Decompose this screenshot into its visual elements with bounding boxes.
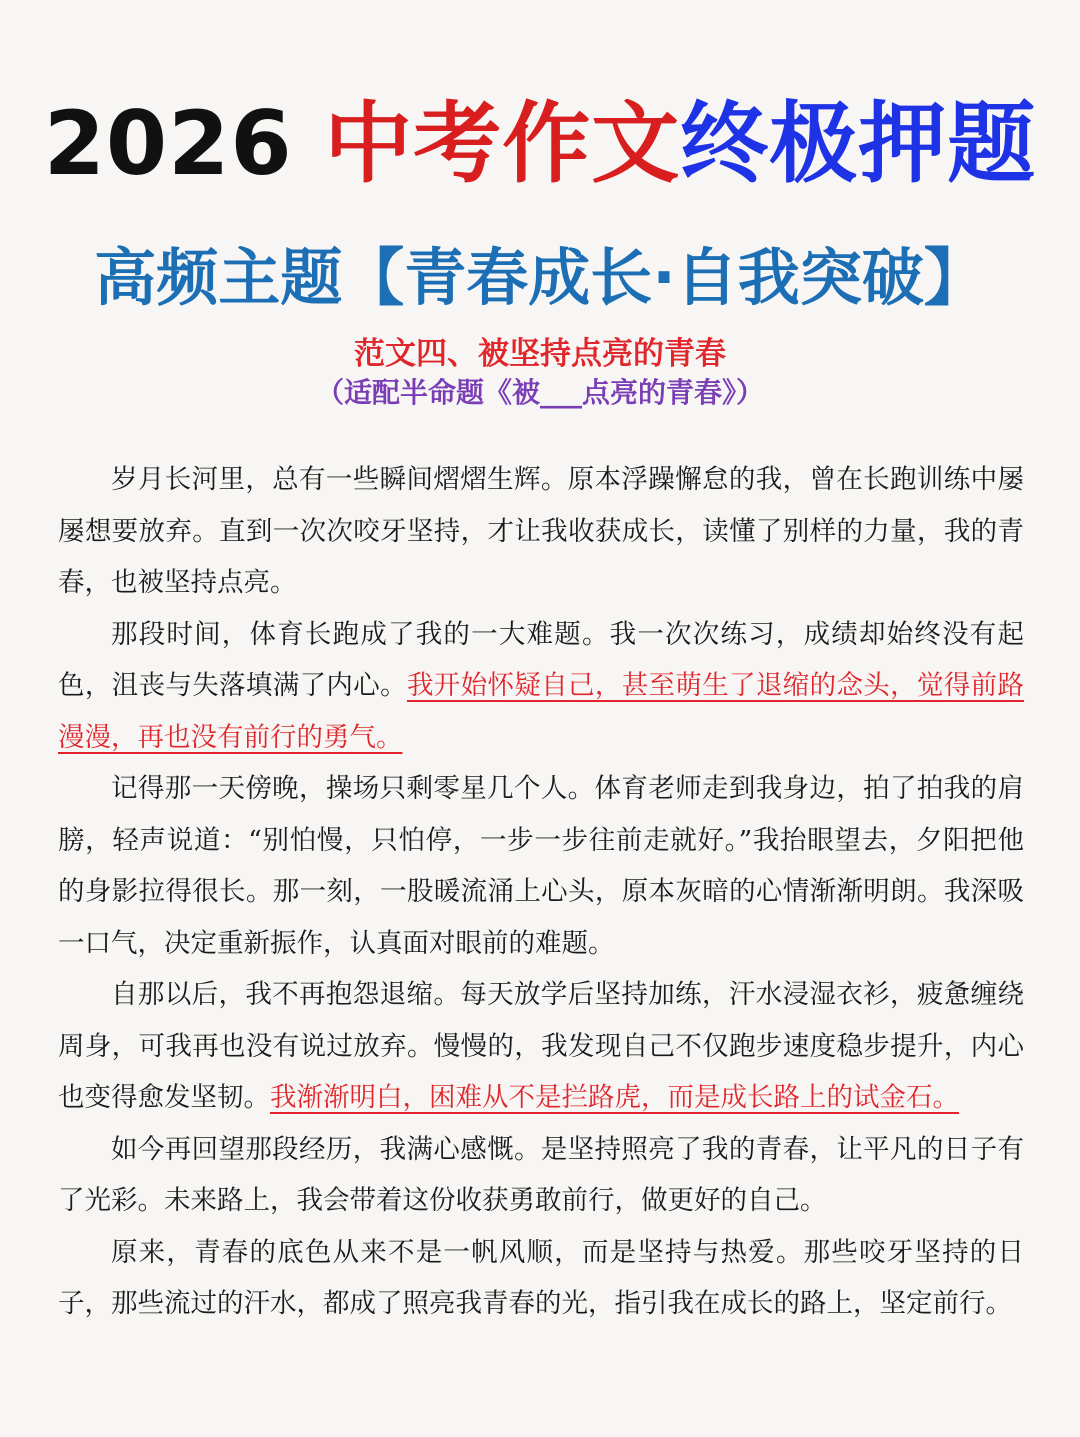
essay-title: 范文四、被坚持点亮的青春 (354, 336, 726, 372)
paragraph-5: 如今再回望那段经历，我满心感慨。是坚持照亮了我的青春，让平凡的日子有了光彩。未来路上，我会带着这份收获勇敢前行，做更好的自己。 (58, 1133, 1024, 1216)
main-title-blue: 终极押题 (680, 92, 1037, 195)
paragraph-4-text: 自那以后，我不再抱怨退缩。每天放学后坚持加练，汗水浸湿衣衫，疲惫缠绕周身，可我再也没有说过放弃。慢慢的，我发现自己不仅跑步速度稳步提升，内心也变得愈发坚韧。 (58, 979, 1024, 1113)
paragraph-2-text: 那段时间，体育长跑成了我的一大难题。我一次次练习，成绩却始终没有起色，沮丧与失落填满了内心。 (58, 618, 1024, 701)
main-title-red: 中考作文 (324, 92, 681, 195)
essay-note: （适配半命题《被___点亮的青春》） (315, 376, 764, 409)
main-title-year: 2026 (43, 92, 325, 195)
paragraph-2-highlight: 我开始怀疑自己，甚至萌生了退缩的念头，觉得前路漫漫，再也没有前行的勇气。 (58, 670, 1025, 753)
essay-body (58, 454, 1024, 1330)
subtitle: 高频主题【青春成长·自我突破】 (94, 241, 986, 314)
paragraph-2 (58, 609, 1024, 764)
main-title (0, 88, 1080, 200)
paragraph-6: 原来，青春的底色从来不是一帆风顺，而是坚持与热爱。那些咬牙坚持的日子，那些流过的汗水，都成了照亮我青春的光，指引我在成长的路上，坚定前行。 (58, 1236, 1024, 1319)
paragraph-1: 岁月长河里，总有一些瞬间熠熠生辉。原本浮躁懈怠的我，曾在长跑训练中屡屡想要放弃。直到一次次咬牙坚持，才让我收获成长，读懂了别样的力量，我的青春，也被坚持点亮。 (58, 464, 1024, 598)
paragraph-3: 记得那一天傍晚，操场只剩零星几个人。体育老师走到我身边，拍了拍我的肩膀，轻声说道：“别怕慢，只怕停，一步一步往前走就好。”我抬眼望去，夕阳把他的身影拉得很长。那一刻，一股暖流涌上心头，原本灰暗的心情渐渐明朗。我深吸一口气，决定重新振作，认真面对眼前的难题。 (58, 773, 1024, 959)
paragraph-4 (58, 969, 1024, 1124)
paragraph-4-highlight: 我渐渐明白，困难从不是拦路虎，而是成长路上的试金石。 (270, 1082, 959, 1113)
